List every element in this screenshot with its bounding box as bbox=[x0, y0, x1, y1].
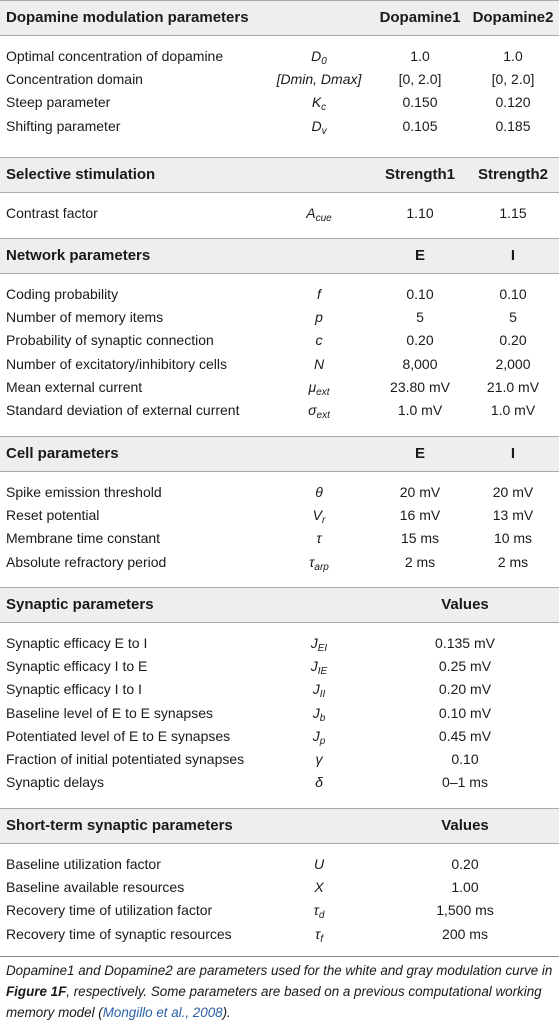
param-value: 0.105 bbox=[402, 117, 438, 134]
param-value: 200 ms bbox=[442, 925, 488, 942]
param-name: Number of memory items bbox=[6, 309, 164, 326]
param-symbol bbox=[254, 774, 384, 790]
param-value: 2,000 bbox=[495, 355, 531, 372]
column-header: E bbox=[414, 445, 425, 462]
param-symbol bbox=[254, 94, 384, 114]
param-symbol bbox=[254, 635, 384, 654]
param-name: Spike emission threshold bbox=[6, 484, 162, 500]
symbol-main: J bbox=[310, 635, 318, 651]
symbol-main: K bbox=[311, 94, 322, 111]
param-symbol bbox=[254, 879, 384, 895]
column-header: Strength2 bbox=[477, 166, 548, 183]
param-name: Contrast factor bbox=[6, 205, 98, 221]
column-header: E bbox=[414, 247, 425, 264]
param-name: Mean external current bbox=[6, 378, 143, 395]
symbol-main: N bbox=[313, 355, 325, 372]
param-name: Shifting parameter bbox=[6, 117, 121, 134]
param-value: 10 ms bbox=[493, 530, 533, 547]
param-symbol bbox=[254, 856, 384, 872]
symbol-main: J bbox=[312, 704, 320, 721]
symbol-main: τ bbox=[316, 530, 322, 547]
param-name: Steep parameter bbox=[6, 94, 111, 111]
symbol-main: U bbox=[313, 856, 325, 872]
symbol-subscript: p bbox=[319, 735, 326, 747]
column-header: Dopamine2 bbox=[472, 9, 554, 26]
table-footnote bbox=[6, 960, 554, 1023]
symbol-main: V bbox=[312, 507, 322, 524]
symbol-main: X bbox=[314, 879, 324, 896]
column-header: Strength1 bbox=[384, 166, 455, 183]
symbol-subscript: cue bbox=[315, 213, 332, 224]
param-name: Baseline utilization factor bbox=[6, 856, 161, 872]
param-value: 0.150 bbox=[402, 94, 438, 111]
symbol-main: J bbox=[312, 681, 320, 698]
param-name: Potentiated level of E to E synapses bbox=[6, 727, 231, 744]
symbol-subscript: ext bbox=[316, 410, 330, 421]
param-value: 1.10 bbox=[406, 205, 434, 221]
section-title: Network parameters bbox=[6, 247, 151, 264]
symbol-main: δ bbox=[315, 774, 323, 791]
section-title: Cell parameters bbox=[6, 445, 119, 462]
param-name: Absolute refractory period bbox=[6, 553, 167, 570]
param-name: Recovery time of utilization factor bbox=[6, 902, 213, 919]
param-value: 1.0 bbox=[503, 48, 523, 64]
citation-link[interactable]: Mongillo et al., 2008 bbox=[102, 1005, 223, 1020]
param-symbol bbox=[254, 553, 384, 573]
symbol-subscript: b bbox=[319, 712, 326, 724]
param-value: 13 mV bbox=[492, 507, 534, 524]
param-symbol bbox=[254, 378, 384, 398]
column-header: Values bbox=[441, 596, 489, 613]
symbol-main: J bbox=[312, 727, 320, 744]
param-name: Baseline available resources bbox=[6, 879, 185, 896]
param-value: 20 mV bbox=[399, 484, 441, 500]
param-value: 1.0 mV bbox=[397, 402, 443, 418]
column-header: I bbox=[510, 247, 516, 264]
symbol-main: p bbox=[315, 309, 323, 326]
param-name: Optimal concentration of dopamine bbox=[6, 48, 224, 64]
param-value: 1,500 ms bbox=[436, 902, 494, 919]
param-name: Synaptic efficacy I to I bbox=[6, 681, 142, 698]
column-header: Values bbox=[441, 817, 489, 834]
symbol-main: γ bbox=[315, 751, 323, 767]
param-name: Number of excitatory/inhibitory cells bbox=[6, 355, 227, 372]
param-value: 16 mV bbox=[399, 507, 441, 524]
param-value: 8,000 bbox=[402, 355, 438, 372]
param-symbol bbox=[254, 484, 384, 500]
param-symbol bbox=[254, 530, 384, 546]
symbol-main: μ bbox=[308, 378, 317, 395]
param-symbol bbox=[254, 356, 384, 372]
table-bottom-rule bbox=[0, 956, 559, 957]
param-value: 1.00 bbox=[451, 879, 479, 896]
symbol-subscript: ext bbox=[316, 386, 330, 398]
param-value: 5 bbox=[416, 309, 424, 326]
footnote-text-1: Dopamine1 and Dopamine2 are parameters used for the white and gray modulation curve in bbox=[6, 963, 553, 978]
symbol-subscript: 0 bbox=[321, 56, 327, 67]
footnote-text-3: ). bbox=[222, 1005, 231, 1020]
param-value: 0.45 mV bbox=[438, 727, 492, 744]
param-value: 0.10 bbox=[406, 286, 434, 302]
symbol-main: c bbox=[315, 332, 323, 349]
param-symbol bbox=[254, 117, 384, 137]
param-name: Membrane time constant bbox=[6, 530, 161, 547]
param-value: [0, 2.0] bbox=[398, 71, 442, 88]
symbol-main: σ bbox=[308, 402, 317, 418]
symbol-subscript: IE bbox=[317, 666, 328, 678]
param-value: 0.185 bbox=[495, 117, 531, 134]
param-value: 1.15 bbox=[499, 205, 527, 221]
param-value: 0.135 mV bbox=[435, 635, 495, 651]
param-value: 1.0 bbox=[410, 48, 430, 64]
symbol-main: τ bbox=[309, 553, 315, 570]
column-header: I bbox=[510, 445, 516, 462]
symbol-subscript: v bbox=[321, 125, 327, 137]
param-name: Probability of synaptic connection bbox=[6, 332, 214, 349]
figure-link[interactable]: Figure 1F bbox=[6, 984, 67, 999]
param-value: 0.10 bbox=[499, 286, 527, 302]
param-symbol bbox=[254, 658, 384, 678]
symbol-main: [Dmin, Dmax] bbox=[276, 71, 362, 88]
param-name: Recovery time of synaptic resources bbox=[6, 925, 232, 942]
param-symbol bbox=[254, 925, 384, 945]
param-symbol bbox=[254, 48, 384, 67]
param-name: Synaptic efficacy E to I bbox=[6, 635, 148, 651]
param-symbol bbox=[254, 286, 384, 302]
column-header: Dopamine1 bbox=[379, 9, 461, 26]
param-value: 0.10 mV bbox=[438, 704, 492, 721]
param-value: 23.80 mV bbox=[390, 378, 450, 395]
param-symbol bbox=[254, 205, 384, 224]
param-symbol bbox=[254, 681, 384, 701]
section-title: Short-term synaptic parameters bbox=[6, 817, 233, 834]
param-symbol bbox=[254, 751, 384, 767]
param-value: 0–1 ms bbox=[442, 774, 488, 791]
param-value: 2 ms bbox=[404, 553, 436, 570]
symbol-main: τ bbox=[313, 902, 319, 919]
symbol-main: τ bbox=[314, 925, 321, 942]
param-value: [0, 2.0] bbox=[491, 71, 535, 88]
param-symbol bbox=[254, 704, 384, 724]
symbol-main: J bbox=[310, 658, 318, 675]
param-value: 0.20 bbox=[499, 332, 527, 349]
param-symbol bbox=[254, 902, 384, 922]
param-value: 15 ms bbox=[400, 530, 440, 547]
symbol-subscript: c bbox=[321, 102, 327, 114]
param-value: 0.120 bbox=[495, 94, 531, 111]
param-value: 0.10 bbox=[451, 751, 479, 767]
param-value: 0.20 bbox=[451, 856, 479, 872]
param-symbol bbox=[254, 309, 384, 325]
symbol-subscript: II bbox=[319, 689, 326, 701]
param-name: Reset potential bbox=[6, 507, 100, 524]
section-title: Synaptic parameters bbox=[6, 596, 154, 613]
symbol-subscript: d bbox=[318, 910, 325, 922]
symbol-subscript: arp bbox=[314, 561, 329, 573]
param-name: Synaptic efficacy I to E bbox=[6, 658, 148, 675]
param-name: Coding probability bbox=[6, 286, 119, 302]
param-name: Concentration domain bbox=[6, 71, 143, 88]
param-name: Synaptic delays bbox=[6, 774, 105, 791]
param-symbol bbox=[254, 727, 384, 747]
symbol-main: D bbox=[311, 48, 322, 64]
param-symbol bbox=[254, 71, 384, 87]
symbol-main: A bbox=[306, 205, 316, 221]
param-value: 0.20 bbox=[406, 332, 434, 349]
param-symbol bbox=[254, 402, 384, 421]
symbol-main: D bbox=[311, 117, 322, 134]
section-title: Dopamine modulation parameters bbox=[6, 9, 249, 26]
param-value: 1.0 mV bbox=[490, 402, 536, 418]
param-value: 2 ms bbox=[497, 553, 529, 570]
symbol-subscript: f bbox=[320, 933, 324, 945]
param-value: 21.0 mV bbox=[486, 378, 540, 395]
param-symbol bbox=[254, 507, 384, 527]
footnote-text-2: , respectively. Some parameters are based on a previous computational working memory model ( bbox=[6, 984, 542, 1020]
symbol-main: f bbox=[317, 286, 321, 302]
symbol-main: θ bbox=[315, 484, 323, 500]
param-value: 0.20 mV bbox=[438, 681, 492, 698]
param-name: Baseline level of E to E synapses bbox=[6, 704, 214, 721]
param-name: Fraction of initial potentiated synapses bbox=[6, 751, 245, 767]
symbol-subscript: EI bbox=[317, 643, 328, 654]
param-value: 20 mV bbox=[492, 484, 534, 500]
param-value: 0.25 mV bbox=[438, 658, 492, 675]
param-symbol bbox=[254, 332, 384, 348]
symbol-subscript: r bbox=[322, 515, 326, 527]
section-title: Selective stimulation bbox=[6, 166, 156, 183]
param-value: 5 bbox=[509, 309, 517, 326]
param-name: Standard deviation of external current bbox=[6, 402, 240, 418]
